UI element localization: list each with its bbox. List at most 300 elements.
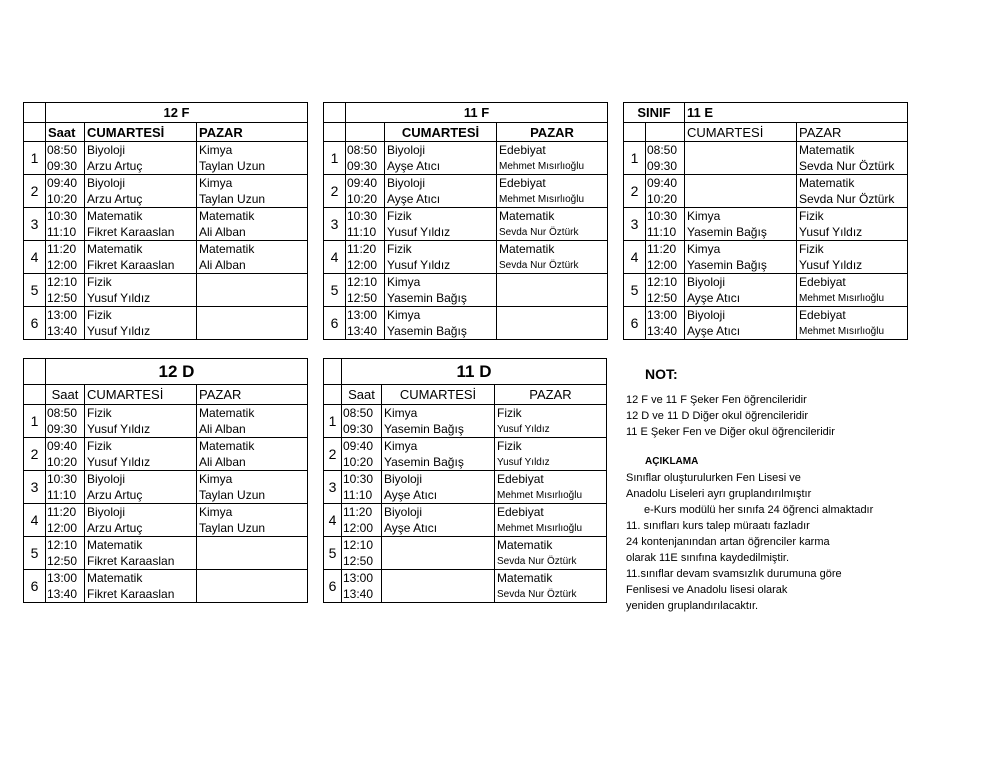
pazar-subject — [197, 537, 308, 554]
pazar-subject: Fizik — [797, 208, 908, 225]
cumartesi-teacher: Fikret Karaaslan — [85, 553, 197, 570]
cumartesi-subject: Matematik — [85, 570, 197, 587]
cumartesi-teacher: Yusuf Yıldız — [385, 224, 497, 241]
end-time: 13:40 — [646, 323, 685, 340]
period-number: 4 — [324, 241, 346, 274]
table-row — [24, 241, 308, 258]
period-number: 4 — [324, 504, 342, 537]
period-number: 5 — [624, 274, 646, 307]
table-row — [324, 421, 607, 438]
table-row — [324, 471, 607, 488]
pazar-subject: Kimya — [197, 504, 308, 521]
table-row — [24, 504, 308, 521]
cumartesi-subject: Biyoloji — [385, 142, 497, 159]
aciklama-line: 11. sınıfları kurs talep müraatı fazladır — [626, 520, 810, 532]
pazar-teacher: Taylan Uzun — [197, 520, 308, 537]
table-row — [324, 570, 607, 587]
end-time: 13:40 — [46, 586, 85, 603]
pazar-teacher: Ali Alban — [197, 224, 308, 241]
cumartesi-teacher: Ayşe Atıcı — [382, 487, 495, 504]
start-time: 11:20 — [346, 241, 385, 258]
saat-header: Saat — [46, 385, 85, 405]
cumartesi-teacher: Arzu Artuç — [85, 487, 197, 504]
table-row — [324, 586, 607, 603]
end-time: 10:20 — [646, 191, 685, 208]
cumartesi-teacher: Yasemin Bağış — [685, 257, 797, 274]
start-time: 12:10 — [342, 537, 382, 554]
table-row — [24, 307, 308, 324]
pazar-teacher: Ali Alban — [197, 454, 308, 471]
note-line: 12 F ve 11 F Şeker Fen öğrencileridir — [626, 394, 807, 406]
end-time: 10:20 — [342, 454, 382, 471]
start-time: 13:00 — [646, 307, 685, 324]
saat-header: Saat — [46, 123, 85, 142]
notes-panel — [626, 366, 966, 614]
period-number: 4 — [24, 241, 46, 274]
table-row — [324, 520, 607, 537]
period-number: 3 — [24, 471, 46, 504]
table-row — [24, 454, 308, 471]
table-row — [624, 158, 908, 175]
table-row — [24, 421, 308, 438]
cumartesi-subject: Fizik — [85, 274, 197, 291]
table-title: 11 E — [685, 103, 908, 123]
period-number: 3 — [324, 208, 346, 241]
end-time: 09:30 — [346, 158, 385, 175]
pazar-teacher: Yusuf Yıldız — [495, 421, 607, 438]
pazar-teacher — [197, 553, 308, 570]
start-time: 12:10 — [46, 274, 85, 291]
end-time: 12:50 — [342, 553, 382, 570]
pazar-teacher: Sevda Nur Öztürk — [497, 224, 608, 241]
cumartesi-subject: Biyoloji — [85, 142, 197, 159]
table-row — [24, 553, 308, 570]
schedule-table-11e — [623, 102, 908, 340]
pazar-subject: Edebiyat — [495, 504, 607, 521]
table-row — [324, 307, 608, 324]
end-time: 11:10 — [46, 487, 85, 504]
period-number: 2 — [24, 438, 46, 471]
table-row — [324, 438, 607, 455]
saat-header: Saat — [342, 385, 382, 405]
start-time: 08:50 — [346, 142, 385, 159]
end-time: 11:10 — [646, 224, 685, 241]
pazar-subject — [497, 307, 608, 324]
pazar-teacher: Mehmet Mısırlıoğlu — [497, 191, 608, 208]
start-time: 13:00 — [346, 307, 385, 324]
start-time: 09:40 — [346, 175, 385, 192]
table-row — [624, 323, 908, 340]
cumartesi-subject — [685, 142, 797, 159]
cumartesi-teacher — [685, 158, 797, 175]
cumartesi-teacher: Arzu Artuç — [85, 158, 197, 175]
cumartesi-teacher: Yusuf Yıldız — [85, 290, 197, 307]
pazar-subject: Fizik — [797, 241, 908, 258]
table-row — [624, 142, 908, 159]
end-time: 13:40 — [346, 323, 385, 340]
period-number: 4 — [24, 504, 46, 537]
table-row — [324, 454, 607, 471]
cumartesi-teacher: Ayşe Atıcı — [385, 158, 497, 175]
cumartesi-subject: Fizik — [385, 208, 497, 225]
pazar-subject: Fizik — [495, 405, 607, 422]
pazar-teacher — [197, 290, 308, 307]
period-number: 3 — [24, 208, 46, 241]
cumartesi-teacher — [382, 586, 495, 603]
period-number: 6 — [24, 570, 46, 603]
table-row — [24, 290, 308, 307]
table-title: 11 F — [346, 103, 608, 123]
cumartesi-subject: Biyoloji — [685, 307, 797, 324]
period-number: 2 — [24, 175, 46, 208]
start-time: 09:40 — [646, 175, 685, 192]
pazar-subject: Kimya — [197, 175, 308, 192]
table-row — [24, 257, 308, 274]
cumartesi-header: CUMARTESİ — [382, 385, 495, 405]
period-number: 5 — [324, 274, 346, 307]
cumartesi-subject — [382, 537, 495, 554]
period-number: 2 — [324, 175, 346, 208]
end-time: 09:30 — [342, 421, 382, 438]
table-row — [624, 257, 908, 274]
table-row — [24, 405, 308, 422]
table-row — [624, 290, 908, 307]
table-row — [24, 158, 308, 175]
table-row — [324, 487, 607, 504]
table-row — [624, 307, 908, 324]
pazar-subject: Matematik — [197, 405, 308, 422]
pazar-teacher — [197, 323, 308, 340]
end-time: 10:20 — [46, 454, 85, 471]
pazar-subject: Edebiyat — [497, 175, 608, 192]
aciklama-line: Anadolu Liseleri ayrı gruplandırılmıştır — [626, 488, 812, 500]
end-time: 12:50 — [346, 290, 385, 307]
start-time: 12:10 — [346, 274, 385, 291]
table-row — [324, 158, 608, 175]
end-time: 10:20 — [46, 191, 85, 208]
pazar-subject: Matematik — [497, 208, 608, 225]
cumartesi-teacher: Arzu Artuç — [85, 191, 197, 208]
cumartesi-teacher: Fikret Karaaslan — [85, 257, 197, 274]
pazar-subject: Matematik — [197, 208, 308, 225]
table-row — [324, 504, 607, 521]
pazar-subject — [497, 274, 608, 291]
cumartesi-subject: Matematik — [85, 208, 197, 225]
cumartesi-teacher: Fikret Karaaslan — [85, 586, 197, 603]
end-time: 11:10 — [46, 224, 85, 241]
pazar-subject: Edebiyat — [495, 471, 607, 488]
end-time: 12:50 — [46, 290, 85, 307]
end-time: 12:00 — [646, 257, 685, 274]
cumartesi-subject: Kimya — [685, 208, 797, 225]
cumartesi-subject: Biyoloji — [382, 471, 495, 488]
pazar-teacher: Taylan Uzun — [197, 487, 308, 504]
cumartesi-subject: Biyoloji — [85, 471, 197, 488]
aciklama-title: AÇIKLAMA — [645, 456, 699, 467]
pazar-teacher: Mehmet Mısırlıoğlu — [495, 520, 607, 537]
cumartesi-teacher: Ayşe Atıcı — [382, 520, 495, 537]
cumartesi-teacher: Yusuf Yıldız — [385, 257, 497, 274]
start-time: 10:30 — [346, 208, 385, 225]
pazar-teacher: Ali Alban — [197, 421, 308, 438]
table-row — [324, 224, 608, 241]
end-time: 12:00 — [342, 520, 382, 537]
period-number: 6 — [24, 307, 46, 340]
pazar-subject — [197, 307, 308, 324]
period-number: 6 — [624, 307, 646, 340]
aciklama-line: e-Kurs modülü her sınıfa 24 öğrenci almaktadır — [644, 504, 874, 516]
pazar-subject: Edebiyat — [497, 142, 608, 159]
cumartesi-teacher: Yasemin Bağış — [385, 323, 497, 340]
period-number: 1 — [324, 142, 346, 175]
start-time: 09:40 — [46, 175, 85, 192]
start-time: 13:00 — [46, 570, 85, 587]
table-row — [324, 142, 608, 159]
table-row — [324, 274, 608, 291]
cumartesi-subject: Kimya — [382, 405, 495, 422]
start-time: 13:00 — [342, 570, 382, 587]
pazar-teacher: Yusuf Yıldız — [797, 224, 908, 241]
table-row — [24, 191, 308, 208]
pazar-subject: Matematik — [197, 438, 308, 455]
pazar-teacher: Sevda Nur Öztürk — [797, 191, 908, 208]
period-number: 5 — [24, 537, 46, 570]
pazar-subject: Fizik — [495, 438, 607, 455]
start-time: 12:10 — [46, 537, 85, 554]
aciklama-line: 11.sınıflar devam svamsızlık durumuna göre — [626, 568, 842, 580]
schedule-table-12d — [23, 358, 308, 603]
pazar-teacher: Sevda Nur Öztürk — [495, 553, 607, 570]
end-time: 10:20 — [346, 191, 385, 208]
table-row — [324, 241, 608, 258]
cumartesi-header: CUMARTESİ — [385, 123, 497, 142]
cumartesi-teacher — [382, 553, 495, 570]
end-time: 13:40 — [342, 586, 382, 603]
schedule-table-11f — [323, 102, 608, 340]
end-time: 09:30 — [46, 158, 85, 175]
table-row — [24, 438, 308, 455]
table-row — [324, 257, 608, 274]
table-row — [324, 323, 608, 340]
cumartesi-subject: Fizik — [85, 438, 197, 455]
start-time: 11:20 — [46, 504, 85, 521]
aciklama-line: olarak 11E sınıfına kaydedilmiştir. — [626, 552, 790, 564]
pazar-teacher: Taylan Uzun — [197, 158, 308, 175]
table-row — [24, 520, 308, 537]
pazar-subject: Matematik — [495, 537, 607, 554]
table-row — [624, 224, 908, 241]
pazar-teacher: Mehmet Mısırlıoğlu — [497, 158, 608, 175]
start-time: 11:20 — [342, 504, 382, 521]
table-row — [324, 208, 608, 225]
table-row — [24, 487, 308, 504]
start-time: 08:50 — [46, 405, 85, 422]
cumartesi-teacher: Yasemin Bağış — [685, 224, 797, 241]
pazar-teacher: Sevda Nur Öztürk — [495, 586, 607, 603]
start-time: 12:10 — [646, 274, 685, 291]
cumartesi-subject: Kimya — [385, 274, 497, 291]
table-row — [24, 142, 308, 159]
pazar-subject: Kimya — [197, 471, 308, 488]
start-time: 11:20 — [646, 241, 685, 258]
start-time: 08:50 — [342, 405, 382, 422]
note-line: 12 D ve 11 D Diğer okul öğrencileridir — [626, 410, 808, 422]
cumartesi-subject: Biyoloji — [685, 274, 797, 291]
pazar-subject: Matematik — [797, 175, 908, 192]
cumartesi-teacher: Fikret Karaaslan — [85, 224, 197, 241]
cumartesi-subject — [685, 175, 797, 192]
table-row — [24, 323, 308, 340]
pazar-header: PAZAR — [797, 123, 908, 142]
pazar-teacher — [197, 586, 308, 603]
end-time: 12:00 — [346, 257, 385, 274]
pazar-subject: Matematik — [495, 570, 607, 587]
schedule-table-11d — [323, 358, 607, 603]
table-title: 11 D — [342, 359, 607, 385]
schedule-table-12f — [23, 102, 308, 340]
table-row — [24, 175, 308, 192]
table-row — [324, 175, 608, 192]
cumartesi-teacher — [685, 191, 797, 208]
pazar-subject: Edebiyat — [797, 274, 908, 291]
start-time: 10:30 — [646, 208, 685, 225]
cumartesi-header: CUMARTESİ — [85, 385, 197, 405]
table-row — [24, 586, 308, 603]
cumartesi-subject: Fizik — [385, 241, 497, 258]
cumartesi-teacher: Ayşe Atıcı — [685, 323, 797, 340]
start-time: 13:00 — [46, 307, 85, 324]
cumartesi-teacher: Ayşe Atıcı — [685, 290, 797, 307]
pazar-subject: Kimya — [197, 142, 308, 159]
aciklama-line: Fenlisesi ve Anadolu lisesi olarak — [626, 584, 788, 596]
start-time: 11:20 — [46, 241, 85, 258]
start-time: 09:40 — [46, 438, 85, 455]
aciklama-line: 24 kontenjanından artan öğrenciler karma — [626, 536, 830, 548]
end-time: 12:50 — [46, 553, 85, 570]
table-row — [24, 224, 308, 241]
table-title: 12 D — [46, 359, 308, 385]
cumartesi-subject: Matematik — [85, 241, 197, 258]
cumartesi-subject: Fizik — [85, 405, 197, 422]
pazar-subject — [197, 274, 308, 291]
pazar-teacher — [497, 290, 608, 307]
cumartesi-teacher: Yasemin Bağış — [385, 290, 497, 307]
aciklama-line: Sınıflar oluşturulurken Fen Lisesi ve — [626, 472, 801, 484]
cumartesi-teacher: Yasemin Bağış — [382, 421, 495, 438]
pazar-teacher: Sevda Nur Öztürk — [797, 158, 908, 175]
cumartesi-teacher: Arzu Artuç — [85, 520, 197, 537]
pazar-subject: Matematik — [197, 241, 308, 258]
table-row — [624, 191, 908, 208]
notes-title: NOT: — [645, 366, 678, 382]
end-time: 09:30 — [646, 158, 685, 175]
sinif-label: SINIF — [624, 103, 685, 123]
cumartesi-teacher: Yasemin Bağış — [382, 454, 495, 471]
period-number: 3 — [624, 208, 646, 241]
pazar-teacher: Yusuf Yıldız — [495, 454, 607, 471]
end-time: 11:10 — [342, 487, 382, 504]
period-number: 1 — [24, 142, 46, 175]
table-row — [24, 570, 308, 587]
table-row — [324, 537, 607, 554]
pazar-teacher: Yusuf Yıldız — [797, 257, 908, 274]
table-row — [24, 274, 308, 291]
start-time: 10:30 — [46, 208, 85, 225]
period-number: 6 — [324, 307, 346, 340]
table-row — [324, 290, 608, 307]
period-number: 2 — [624, 175, 646, 208]
start-time: 10:30 — [46, 471, 85, 488]
cumartesi-subject: Fizik — [85, 307, 197, 324]
pazar-teacher: Sevda Nur Öztürk — [497, 257, 608, 274]
table-title: 12 F — [46, 103, 308, 123]
cumartesi-subject — [382, 570, 495, 587]
end-time: 12:00 — [46, 520, 85, 537]
period-number: 5 — [324, 537, 342, 570]
start-time: 10:30 — [342, 471, 382, 488]
pazar-header: PAZAR — [495, 385, 607, 405]
cumartesi-teacher: Yusuf Yıldız — [85, 323, 197, 340]
period-number: 6 — [324, 570, 342, 603]
pazar-teacher: Mehmet Mısırlıoğlu — [797, 323, 908, 340]
pazar-header: PAZAR — [197, 123, 308, 142]
table-row — [624, 274, 908, 291]
cumartesi-teacher: Yusuf Yıldız — [85, 454, 197, 471]
table-row — [624, 208, 908, 225]
pazar-header: PAZAR — [497, 123, 608, 142]
period-number: 1 — [624, 142, 646, 175]
pazar-subject: Edebiyat — [797, 307, 908, 324]
start-time: 08:50 — [46, 142, 85, 159]
pazar-teacher — [497, 323, 608, 340]
aciklama-line: yeniden gruplandırılacaktır. — [626, 600, 759, 612]
pazar-teacher: Taylan Uzun — [197, 191, 308, 208]
period-number: 2 — [324, 438, 342, 471]
end-time: 12:50 — [646, 290, 685, 307]
table-row — [324, 405, 607, 422]
pazar-teacher: Ali Alban — [197, 257, 308, 274]
pazar-subject: Matematik — [497, 241, 608, 258]
end-time: 13:40 — [46, 323, 85, 340]
pazar-subject — [197, 570, 308, 587]
start-time: 08:50 — [646, 142, 685, 159]
cumartesi-subject: Biyoloji — [385, 175, 497, 192]
cumartesi-subject: Biyoloji — [85, 504, 197, 521]
pazar-subject: Matematik — [797, 142, 908, 159]
end-time: 12:00 — [46, 257, 85, 274]
start-time: 09:40 — [342, 438, 382, 455]
end-time: 09:30 — [46, 421, 85, 438]
table-row — [324, 553, 607, 570]
cumartesi-header: CUMARTESİ — [85, 123, 197, 142]
pazar-header: PAZAR — [197, 385, 308, 405]
cumartesi-subject: Kimya — [385, 307, 497, 324]
cumartesi-teacher: Ayşe Atıcı — [385, 191, 497, 208]
cumartesi-header: CUMARTESİ — [685, 123, 797, 142]
table-row — [24, 208, 308, 225]
period-number: 5 — [24, 274, 46, 307]
table-row — [624, 241, 908, 258]
pazar-teacher: Mehmet Mısırlıoğlu — [495, 487, 607, 504]
pazar-teacher: Mehmet Mısırlıoğlu — [797, 290, 908, 307]
note-line: 11 E Şeker Fen ve Diğer okul öğrencileridir — [626, 426, 835, 438]
period-number: 1 — [24, 405, 46, 438]
cumartesi-subject: Biyoloji — [382, 504, 495, 521]
table-row — [324, 191, 608, 208]
table-row — [24, 471, 308, 488]
period-number: 1 — [324, 405, 342, 438]
cumartesi-teacher: Yusuf Yıldız — [85, 421, 197, 438]
